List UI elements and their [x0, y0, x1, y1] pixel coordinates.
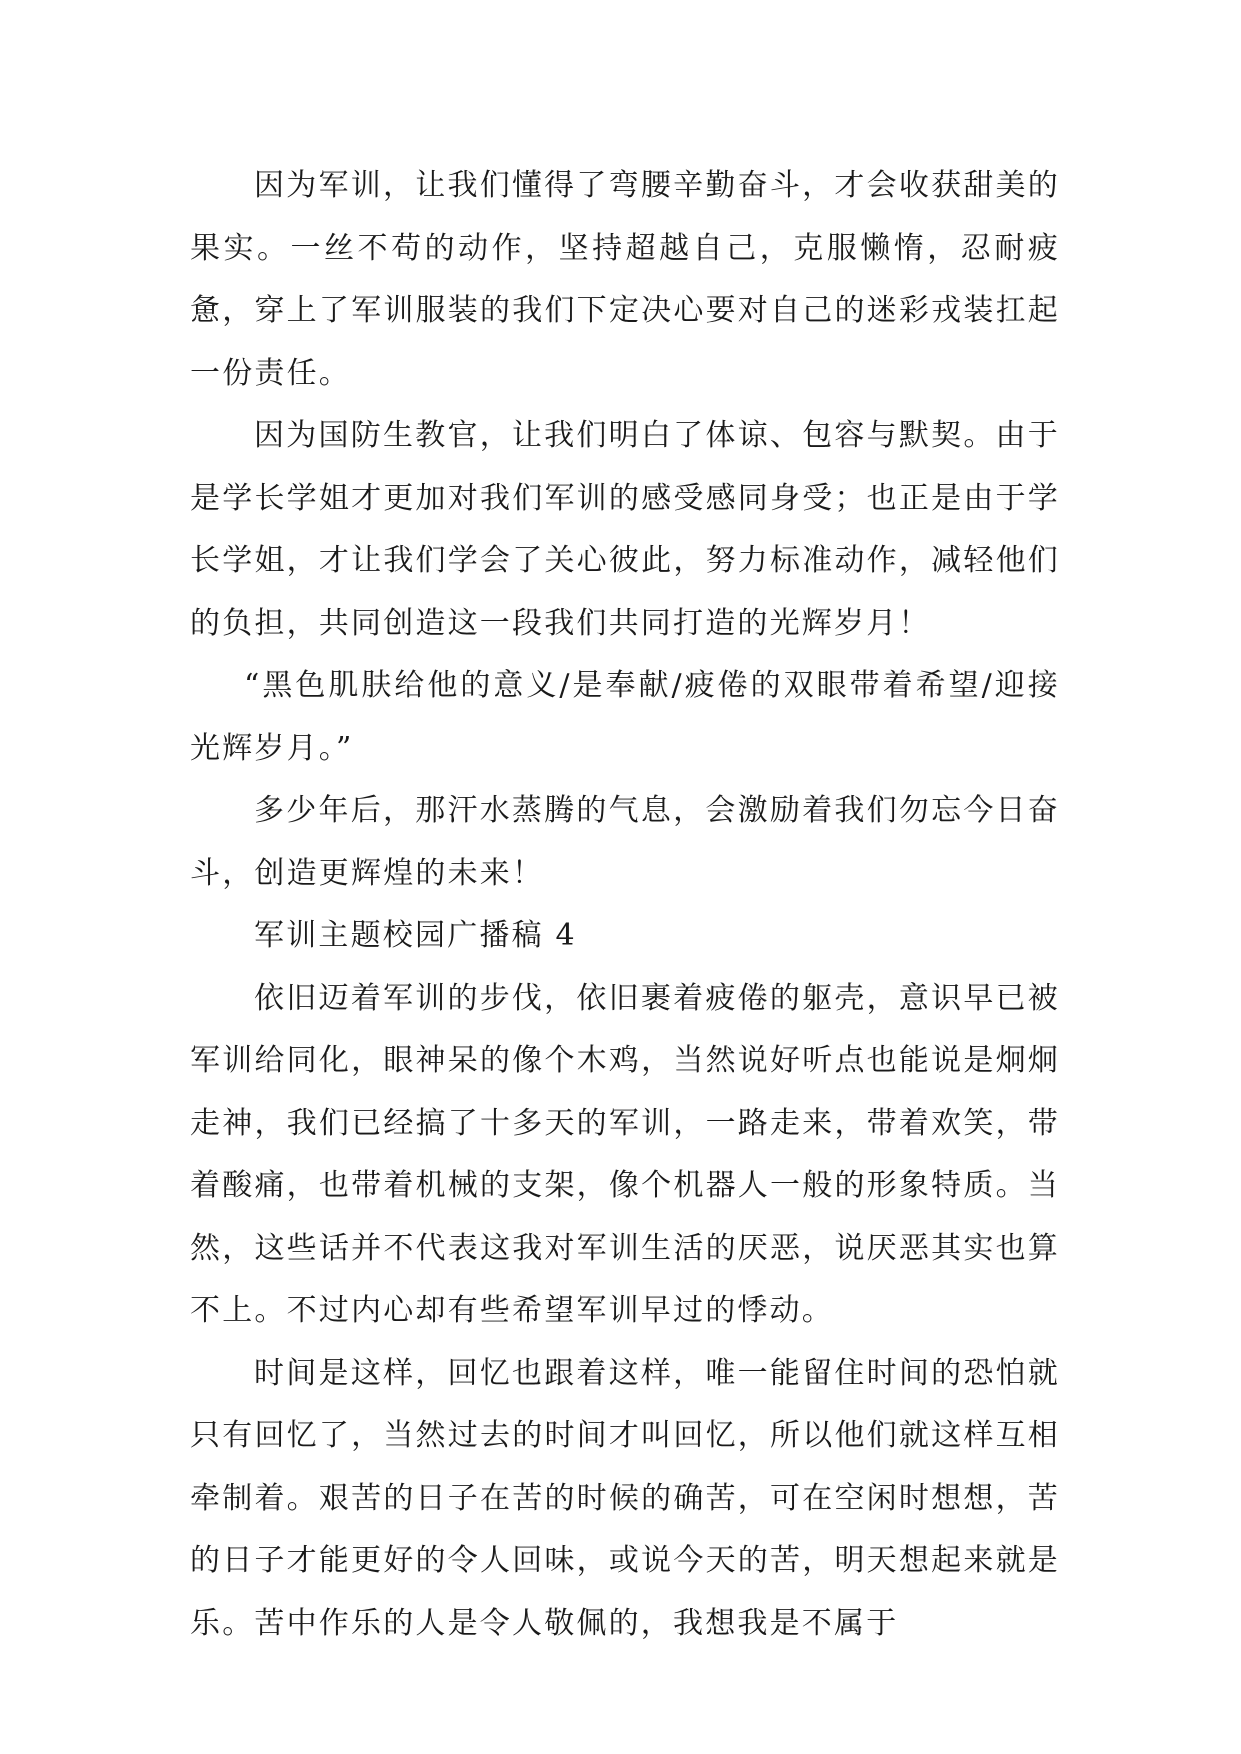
section-heading: 军训主题校园广播稿 4 — [254, 918, 577, 953]
paragraph-military-training: 因为军训，让我们懂得了弯腰辛勤奋斗，才会收获甜美的果实。一丝不苟的动作，坚持超越自己，克服懒惰，忍耐疲惫，穿上了军训服装的我们下定决心要对自己的迷彩戎装扛起一份责任。 — [190, 168, 1060, 391]
paragraph-quote: “黑色肌肤给他的意义/是奉献/疲倦的双眼带着希望/迎接光辉岁月。” — [190, 668, 1060, 766]
paragraph-time-memory: 时间是这样，回忆也跟着这样，唯一能留住时间的恐怕就只有回忆了，当然过去的时间才叫回忆，所以他们就这样互相牵制着。艰苦的日子在苦的时候的确苦，可在空闲时想想，苦的日子才能更好的令人回味，或说今天的苦，明天想起来就是乐。苦中作乐的人是令人敬佩的，我想我是不属于 — [190, 1355, 1060, 1641]
paragraph-future: 多少年后，那汗水蒸腾的气息，会激励着我们勿忘今日奋斗，创造更辉煌的未来！ — [190, 793, 1060, 891]
paragraph-training-steps: 依旧迈着军训的步伐，依旧裹着疲倦的躯壳，意识早已被军训给同化，眼神呆的像个木鸡，当然说好听点也能说是炯炯走神，我们已经搞了十多天的军训，一路走来，带着欢笑，带着酸痛，也带着机械的支架，像个机器人一般的形象特质。当然，这些话并不代表这我对军训生活的厌恶，说厌恶其实也算不上。不过内心却有些希望军训早过的悸动。 — [190, 980, 1060, 1328]
document-body — [190, 155, 1060, 1655]
paragraph-instructors: 因为国防生教官，让我们明白了体谅、包容与默契。由于是学长学姐才更加对我们军训的感受感同身受；也正是由于学长学姐，才让我们学会了关心彼此，努力标准动作，减轻他们的负担，共同创造这一段我们共同打造的光辉岁月！ — [190, 418, 1060, 641]
